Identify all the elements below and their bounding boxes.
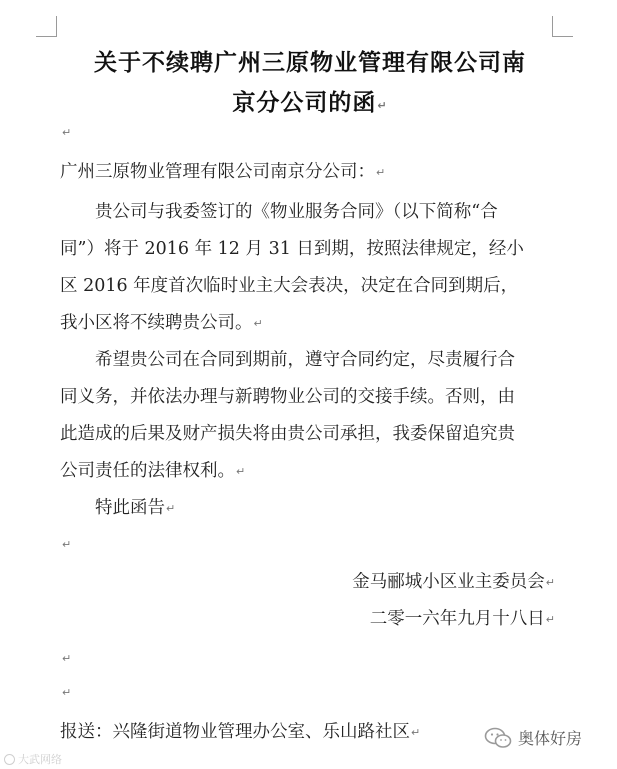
paragraph-2-line-2: 同义务，并依法办理与新聘物业公司的交接手续。否则，由 bbox=[60, 387, 515, 407]
source-watermark bbox=[4, 751, 62, 767]
watermark-text: 大武网络 bbox=[18, 753, 62, 766]
signature-organization: 金马郦城小区业主委员会↵ bbox=[352, 572, 555, 592]
wechat-icon bbox=[484, 727, 512, 749]
empty-paragraph-mark: ↵ bbox=[62, 652, 72, 665]
paragraph-2-line-4: 公司责任的法律权利。↵ bbox=[60, 461, 246, 481]
crop-mark-top-left bbox=[36, 16, 57, 37]
document-title-line-2: 京分公司的函↵ bbox=[232, 89, 388, 116]
watermark-logo-icon bbox=[4, 754, 15, 765]
paragraph-1-line-1: 贵公司与我委签订的《物业服务合同》（以下简称“合 bbox=[95, 202, 498, 222]
paragraph-1-line-4: 我小区将不续聘贵公司。↵ bbox=[60, 313, 263, 333]
recipient-line: 广州三原物业管理有限公司南京分公司：↵ bbox=[60, 162, 386, 182]
paragraph-2-line-1: 希望贵公司在合同到期前，遵守合同约定，尽责履行合 bbox=[95, 350, 515, 370]
signature-date: 二零一六年九月十八日↵ bbox=[369, 609, 555, 629]
paragraph-2-line-3: 此造成的后果及财产损失将由贵公司承担，我委保留追究贵 bbox=[60, 424, 515, 444]
empty-paragraph-mark: ↵ bbox=[62, 126, 72, 139]
brand-watermark bbox=[484, 726, 582, 749]
paragraph-1-line-2: 同”）将于 2016 年 12 月 31 日到期，按照法律规定，经小 bbox=[60, 239, 524, 259]
closing-line: 特此函告↵ bbox=[95, 498, 176, 518]
crop-mark-top-right bbox=[552, 16, 573, 37]
empty-paragraph-mark: ↵ bbox=[62, 686, 72, 699]
empty-paragraph-mark: ↵ bbox=[62, 538, 72, 551]
brand-name: 奥体好房 bbox=[518, 729, 583, 748]
document-title-line-1: 关于不续聘广州三原物业管理有限公司南 bbox=[94, 49, 526, 76]
paragraph-1-line-3: 区 2016 年度首次临时业主大会表决，决定在合同到期后， bbox=[60, 276, 519, 296]
cc-line: 报送：兴隆街道物业管理办公室、乐山路社区↵ bbox=[60, 722, 421, 742]
